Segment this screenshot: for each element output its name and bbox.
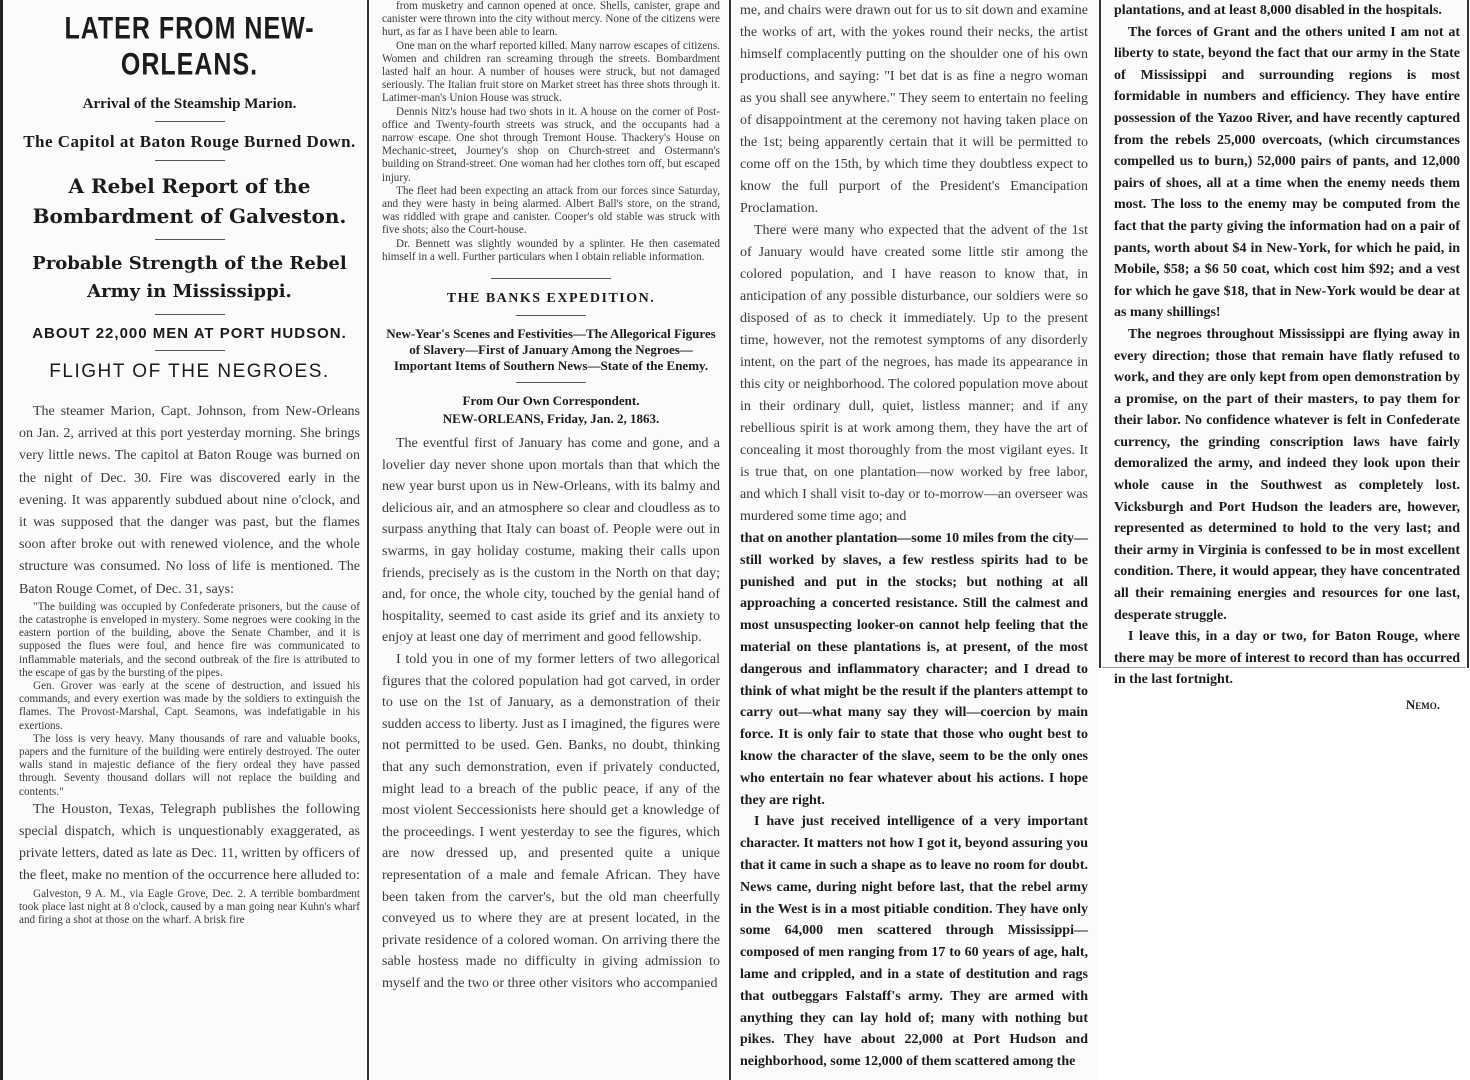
paragraph: The eventful first of January has come and gone, and a lovelier day never shone upon mortals than that which the new year burst upon us in New-Orleans, with its balmy and delicious air, and an atmosphere so clear and cloudless as to surpass anything that Italy can boast of. People were out in swarms, in gay holiday costume, making their calls upon friends, precisely as is the custom in the North on that day; and, for once, the whole city, touched by the genial hand of hospitality, seemed to cast aside its grief and its anxiety to enjoy at least one day of merriment and good fellowship. xyxy=(382,436,720,646)
quoted-paragraph: "The building was occupied by Confederate prisoners, but the cause of the catastrophe is enveloped in mystery. Some negroes were cooking in the eastern portion of the building, above the Senate Chamber, and it is supposed the flues were foul, and hence fire was communicated to inflammable materials, and the second outbreak of the fire is attributed to the escape of gas by the bursting of the pipes. xyxy=(19,600,360,679)
subheadline-flight: FLIGHT OF THE NEGROES. xyxy=(49,361,330,382)
dispatch-paragraph: Dr. Bennett was slightly wounded by a splinter. He then casemated himself in a well. Further particulars when I obtain reliable information. xyxy=(382,237,720,263)
paragraph: I leave this, in a day or two, for Baton Rouge, where there may be more of interest to record than has occurred in the last fortnight. xyxy=(1114,629,1460,688)
separator xyxy=(516,382,586,383)
paragraph: The Houston, Texas, Telegraph publishes the following special dispatch, which is unquestionably exaggerated, as private letters, dated as late as Dec. 11, written by officers of the fleet, make no mention of the occurrence here alluded to: xyxy=(19,801,360,884)
paragraph: The forces of Grant and the others united I am not at liberty to state, beyond the fact that our army in the State of Mississippi and surrounding regions is most formidable in numbers and efficiency. They have entire possession of the Yazoo River, and have recently captured from the rebels 25,000 overcoats, (which circumstances compelled us to burn,) 52,000 pairs of pants, and 12,000 pairs of shoes, all at a time when the enemy needs them most. The loss to the enemy may be computed from the fact that the party giving the information had on a pair of pants, worth about $4 in New-York, for which he paid, in Mobile, $58; a $6 50 coat, which cost him $92; and a vest for which he gave $18, that in New-York would be dear at as many shillings! xyxy=(1114,24,1460,321)
newspaper-column-4 xyxy=(1102,0,1466,712)
subheadline-galveston: A Rebel Report of the Bombardment of Galveston. xyxy=(32,174,347,228)
column-rule xyxy=(1099,0,1101,668)
dispatch-paragraph: Galveston, 9 A. M., via Eagle Grove, Dec. 2. A terrible bombardment took place last night at 8 o'clock, caused by a man going near Kuhn's wharf and firing a shot at those on the wharf. A brisk fire xyxy=(19,887,360,927)
paragraph: I have just received intelligence of a very important character. It matters not how I got it, beyond assuring you that it came in such a shape as to leave no room for doubt. News came, during night before last, that the rebel army in the West is in a most pitiable condition. They have only some 64,000 men scattered through Mississippi—composed of men ranging from 17 to 60 years of age, halt, lame and crippled, and in a state of destitution and rags that outbeggars Falstaff's army. They are armed with anything they can lay hold of; many with nothing but pikes. They have about 22,000 at Port Hudson and neighborhood, some 12,000 of them scattered among the xyxy=(740,814,1088,1070)
subheadline-port-hudson: ABOUT 22,000 MEN AT PORT HUDSON. xyxy=(32,325,347,342)
separator xyxy=(491,278,611,279)
separator xyxy=(155,350,225,351)
subheadline-arrival: Arrival of the Steamship Marion. xyxy=(82,96,297,112)
paragraph: me, and chairs were drawn out for us to sit down and examine the works of art, with the yokes round their necks, the artist himself complacently putting on the shoulder one of his own productions, and saying: "I bet dat is as fine a negro woman as you shall see anywhere." They seem to entertain no feeling of disappointment at the ceremony not having taken place on the 1st; being apparently certain that it will be permitted to come off on the 15th, by which time they doubtless expect to know the full purport of the President's Emancipation Proclamation. xyxy=(740,3,1088,216)
paragraph: that on another plantation—some 10 miles from the city—still worked by slaves, a few restless spirits had to be punished and put in the stocks; but nothing at all approaching a concerted resistance. Still the calmest and most unsuspecting looker-on cannot help feeling that the material on these plantations is, at present, of the most dangerous and inflammatory character; and I dread to think of what might be the result if the planters attempt to carry out—what many say they will—coercion by main force. It is only fair to state that those who ought best to know the character of the slave, seem to be the only ones who entertain no fear whatever about his actions. I hope they are right. xyxy=(740,531,1088,808)
separator xyxy=(516,315,586,316)
separator xyxy=(155,160,225,161)
correspondent-line: From Our Own Correspondent. xyxy=(462,393,640,409)
dispatch-paragraph: Dennis Nitz's house had two shots in it. A house on the corner of Post-office and Twenty-fourth streets was struck, and the occupants had a narrow escape. One shot through Tremont House. Thackery's House on Mechanic-street, Journey's shop on Church-street and Ostermann's building on Strand-street. One woman had her clothes torn off, but escaped injury. xyxy=(382,105,720,184)
quoted-paragraph: The loss is very heavy. Many thousands of rare and valuable books, papers and the furniture of the building were entirely destroyed. The outer walls stand in majestic defiance of the fiery ordeal they have passed through. Seventy thousand dollars will not replace the building and contents." xyxy=(19,732,360,798)
dispatch-paragraph: from musketry and cannon opened at once. Shells, canister, grape and canister were thrown into the city without mercy. None of the citizens were hurt, as far as I have been able to learn. xyxy=(382,0,720,39)
separator xyxy=(155,314,225,315)
section-subheadline: New-Year's Scenes and Festivities—The Allegorical Figures of Slavery—First of January Among the Negroes—Important Items of Southern News—State of the Enemy. xyxy=(386,326,716,374)
paragraph: The negroes throughout Mississippi are flying away in every direction; those that remain have flatly refused to work, and they are only kept from open demonstration by a promise, on the part of their masters, to pay them for their labor. No confidence whatever is felt in Confederate currency, the grinding conscription laws have fairly demoralized the army, and indeed they look upon their whole cause in the Southwest as completely lost. Vicksburgh and Port Hudson the leaders are, however, represented as determined to hold to the very last; and their army in Virginia is confessed to be in most excellent condition. There, it would appear, they have concentrated all their remaining energies and resources for one last, desperate struggle. xyxy=(1114,326,1460,623)
column-rule xyxy=(367,0,369,1080)
article-headline: LATER FROM NEW-ORLEANS. xyxy=(64,10,315,82)
paragraph: plantations, and at least 8,000 disabled in the hospitals. xyxy=(1114,3,1442,18)
dateline: NEW-ORLEANS, Friday, Jan. 2, 1863. xyxy=(442,411,660,427)
section-headline: THE BANKS EXPEDITION. xyxy=(446,291,656,307)
newspaper-column-2 xyxy=(370,0,728,1080)
separator xyxy=(155,239,225,240)
signature: Nemo. xyxy=(1405,697,1440,712)
subheadline-rebel-army: Probable Strength of the Rebel Army in Mississippi. xyxy=(32,253,347,302)
paragraph: There were many who expected that the advent of the 1st of January would have created some little stir among the colored population, and I have reason to know that, in anticipation of any possible disturbance, our soldiers were so disposed of as to check it immediately. Up to the present time, however, not the remotest symptoms of any disorderly intent, on the part of the negroes, has made its appearance in this city or neighborhood. The colored population move about in their ordinary dull, quiet, listless manner; and if any rebellious spirit is at work among them, they have the art of concealing it most thoroughly from the most vigilant eyes. It is true that, on one plantation—now worked by free labor, and which I shall visit to-day or to-morrow—an overseer was murdered some time ago; and xyxy=(740,223,1088,524)
newspaper-column-3 xyxy=(732,0,1098,1080)
dispatch-paragraph: The fleet had been expecting an attack from our forces since Saturday, and they were hasty in being alarmed. Albert Ball's store, on the strand, was riddled with grape and canister. Cooper's old stable was struck with five shots; also the Court-house. xyxy=(382,184,720,237)
paragraph: I told you in one of my former letters of two allegorical figures that the colored population had got carved, in order to use on the 1st of January, as a demonstration of their sudden access to liberty. Just as I imagined, the figures were not permitted to be used. Gen. Banks, no doubt, thinking that any such demonstration, even if privately conducted, might lead to a breach of the public peace, if any of the most violent Seccessionists here should get a knowledge of the proceedings. I went yesterday to see the figures, which are now dressed up, and presented quite a unique representation of a male and female African. They have been taken from the carver's, but the old man cheerfully conveyed us to where they are at present located, in the private residence of a colored woman. On arriving there the sable hostess made no difficulty in giving admission to myself and the two or three other visitors who accompanied xyxy=(382,652,720,991)
newspaper-column-1 xyxy=(0,0,366,1080)
column-rule xyxy=(1467,0,1469,668)
dispatch-paragraph: One man on the wharf reported killed. Many narrow escapes of citizens. Women and children ran screaming through the streets. Bombardment lasted half an hour. A number of houses were struck, but not damaged seriously. The Italian fruit store on Market street has three shots through it. Latimer-man's Union House was struck. xyxy=(382,39,720,105)
quoted-paragraph: Gen. Grover was early at the scene of destruction, and issued his commands, and every exertion was made by the soldiers to extinguish the flames. The Provost-Marshal, Capt. Seamons, was indefatigable in his exertions. xyxy=(19,680,360,732)
separator xyxy=(155,121,225,122)
paragraph: The steamer Marion, Capt. Johnson, from New-Orleans on Jan. 2, arrived at this port yesterday morning. She brings very little news. The capitol at Baton Rouge was burned on the night of Dec. 30. Fire was discovered early in the evening. It was apparently subdued about nine o'clock, and it was supposed that the danger was past, but the flames soon after broke out with renewed violence, and the whole structure was consumed. No loss of life is mentioned. The Baton Rouge Comet, of Dec. 31, says: xyxy=(19,404,360,597)
subheadline-capitol: The Capitol at Baton Rouge Burned Down. xyxy=(23,132,356,151)
column-rule xyxy=(729,0,731,1080)
